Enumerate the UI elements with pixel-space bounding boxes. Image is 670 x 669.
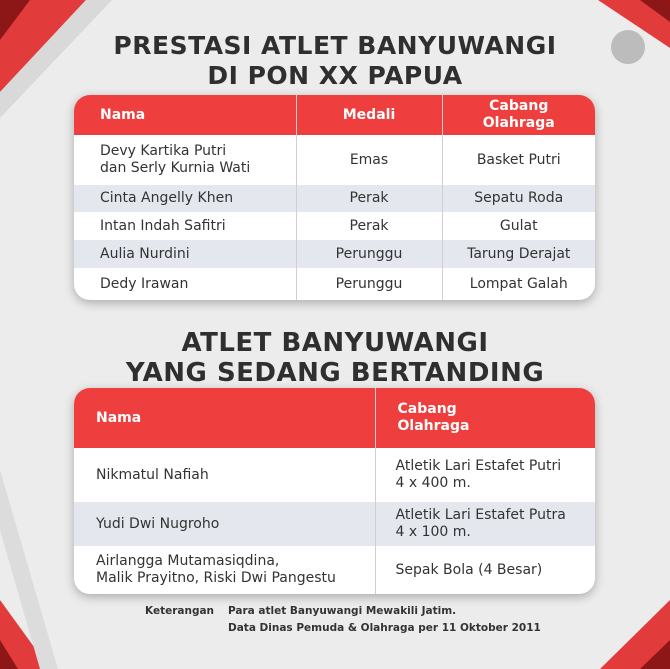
medal: Perunggu [296,268,442,300]
title-bertanding: ATLET BANYUWANGI YANG SEDANG BERTANDING [125,328,545,388]
header-cabang: Cabang Olahraga [442,95,595,135]
title-prestasi: PRESTASI ATLET BANYUWANGI DI PON XX PAPUA [113,31,557,90]
competing-table [74,388,595,594]
medal: Perak [296,185,442,212]
table-row [74,212,595,240]
athlete-name: Airlangga Mutamasiqdina, Malik Prayitno, Riski Dwi Pangestu [74,546,375,594]
table-row [74,240,595,268]
medal-table-card [74,95,595,300]
footnote-line1: Para atlet Banyuwangi Mewakili Jatim. [228,605,457,617]
table-row [74,448,595,502]
athlete-name: Dedy Irawan [74,268,296,300]
athlete-name: Aulia Nurdini [74,240,296,268]
sport: Sepak Bola (4 Besar) [395,561,543,578]
table-row [74,502,595,546]
footnote [145,603,541,637]
medal: Perunggu [296,240,442,268]
medal-table [74,95,595,300]
medal: Perak [296,212,442,240]
sport: Tarung Derajat [442,240,595,268]
sport: Atletik Lari Estafet Putri 4 x 400 m. [395,458,562,491]
table-header-row [74,388,595,448]
table-header-row [74,95,595,135]
athlete-name: Nikmatul Nafiah [74,448,375,502]
header-cabang: Cabang Olahraga [375,388,595,448]
athlete-name: Cinta Angelly Khen [74,185,296,212]
athlete-name: Intan Indah Safitri [74,212,296,240]
sport: Gulat [499,217,538,234]
footnote-line2: Data Dinas Pemuda & Olahraga per 11 Oktober 2011 [228,622,541,634]
competing-table-card [74,388,595,594]
athlete-name: Devy Kartika Putri dan Serly Kurnia Wati [74,135,296,185]
table-row [74,135,595,185]
table-row [74,268,595,300]
athlete-name: Yudi Dwi Nugroho [74,502,375,546]
sport: Atletik Lari Estafet Putra 4 x 100 m. [375,502,595,546]
sport: Lompat Galah [469,275,568,292]
table-row [74,546,595,594]
footnote-label: Keterangan [145,605,215,617]
header-medali: Medali [296,95,442,135]
medal: Emas [296,135,442,185]
header-nama: Nama [74,388,375,448]
table-row [74,185,595,212]
header-nama: Nama [74,95,296,135]
sport: Sepatu Roda [442,185,595,212]
sport: Basket Putri [476,151,561,168]
